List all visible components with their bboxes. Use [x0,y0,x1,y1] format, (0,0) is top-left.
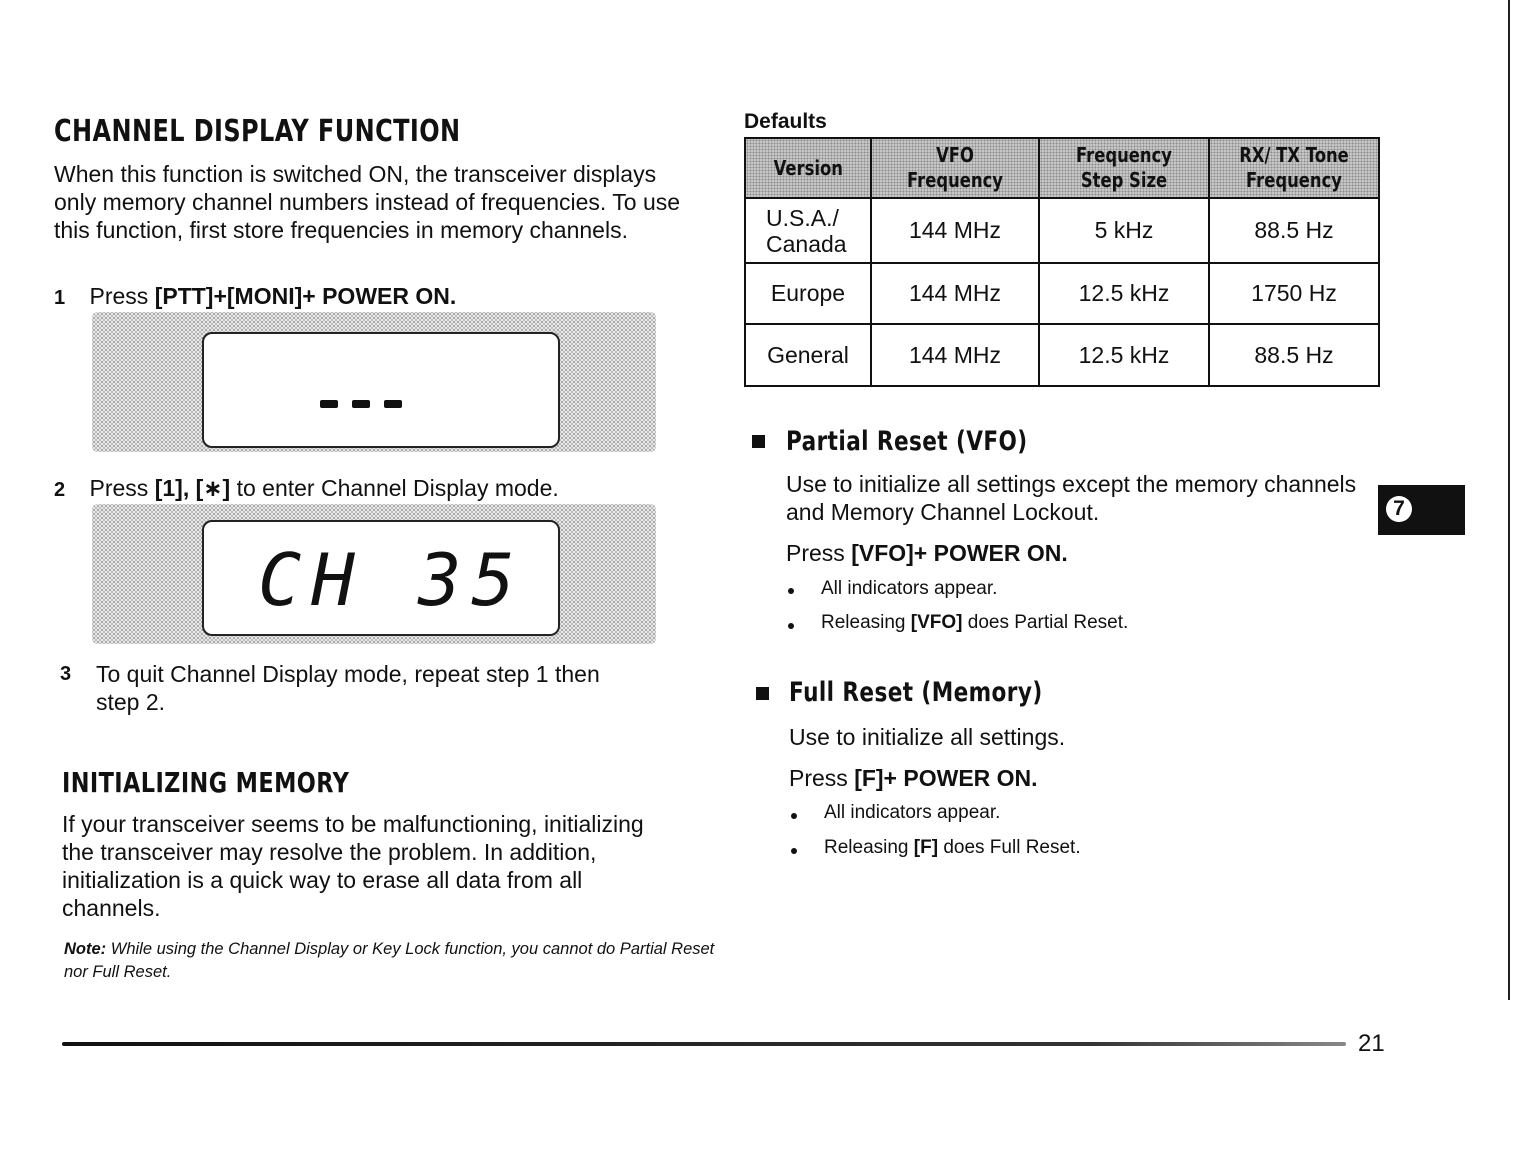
table-cell: Europe [745,263,871,324]
table-cell: 5 kHz [1039,198,1209,263]
lcd-display-1 [92,312,656,452]
square-bullet-icon [756,687,769,700]
full-reset-bullet-2 [824,836,1081,860]
dot-bullet-icon [791,848,797,854]
lcd-channel-readout: CH 35 [258,538,525,622]
chapter-number: 7 [1386,496,1412,522]
column-header-tone-frequency: RX/ TX Tone Frequency [1209,138,1379,198]
table-cell: 12.5 kHz [1039,263,1209,324]
section-title-channel-display: CHANNEL DISPLAY FUNCTION [54,114,461,149]
full-reset-bullet-1: All indicators appear. [824,802,1001,823]
table-cell: 88.5 Hz [1209,198,1379,263]
footer-rule [62,1042,1346,1046]
partial-reset-bullet-1: All indicators appear. [821,578,998,599]
lcd-screen-1 [202,332,560,448]
full-reset-press [789,764,1038,792]
note [64,938,724,984]
full-reset-bullet-2-post: does Full Reset. [943,837,1081,858]
channel-display-intro: When this function is switched ON, the transceiver displays only memory channel numbers instead of frequencies. To use this function, first store frequencies in memory channels. [54,161,681,243]
partial-reset-bullet-2-post: does Partial Reset. [967,612,1129,633]
step-1-keys: [PTT]+[MONI]+ POWER ON. [154,283,457,309]
table-row [745,198,1379,263]
full-reset-bullet-2-pre: Releasing [824,837,909,858]
column-header-version: Version [745,138,871,198]
table-cell: 88.5 Hz [1209,324,1379,386]
column-header-vfo-frequency: VFO Frequency [871,138,1039,198]
lcd-display-2 [92,504,656,644]
initializing-memory-text: If your transceiver seems to be malfunctioning, initializing the transceiver may resolve the problem. In addition, initialization is a quick way to erase all data from all channels. [62,811,644,921]
step-2-description: to enter Channel Display mode. [236,475,559,501]
partial-reset-title: Partial Reset (VFO) [786,426,1028,457]
table-cell: 12.5 kHz [1039,324,1209,386]
partial-reset-bullet-2-pre: Releasing [821,612,906,633]
section-title-initializing-memory: INITIALIZING MEMORY [62,766,350,799]
step-1-number: 1 [54,287,66,309]
full-reset-press-label: Press [789,765,848,791]
chapter-tab-marker [1378,485,1465,535]
note-text: While using the Channel Display or Key Lock function, you cannot do Partial Reset nor Full Reset. [64,940,715,981]
dot-bullet-icon [788,588,794,594]
step-2-keys: [1], [∗] [154,475,231,501]
step-1-label: Press [89,283,149,309]
table-row [745,263,1379,324]
step-1 [54,282,456,312]
table-header-row [745,138,1379,198]
step-3-number: 3 [60,663,72,685]
partial-reset-bullet-2 [821,611,1128,635]
defaults-table [744,137,1380,387]
square-bullet-icon [752,435,765,448]
step-2-number: 2 [54,479,66,501]
partial-reset-keys: [VFO]+ POWER ON. [851,540,1068,566]
lcd-screen-2 [202,520,560,636]
table-cell: General [745,324,871,386]
step-3-description: To quit Channel Display mode, repeat step 1 then step 2. [96,661,600,715]
full-reset-text: Use to initialize all settings. [789,724,1066,750]
table-cell: 144 MHz [871,263,1039,324]
page-number: 21 [1358,1030,1385,1057]
defaults-title: Defaults [744,110,827,133]
partial-reset-bullet-2-key: [VFO] [910,612,963,633]
dot-bullet-icon [788,623,794,629]
partial-reset-text: Use to initialize all settings except the memory channels and Memory Channel Lockout. [786,471,1357,525]
partial-reset-press-label: Press [786,540,845,566]
table-cell: U.S.A./ Canada [745,198,871,263]
step-3 [60,660,660,716]
page-edge-line [1508,0,1510,1000]
table-cell: 144 MHz [871,324,1039,386]
lcd-dash [320,400,338,408]
note-label: Note: [64,940,107,958]
lcd-dash [384,400,402,408]
table-row [745,324,1379,386]
table-cell: 144 MHz [871,198,1039,263]
lcd-dash [352,400,370,408]
full-reset-bullet-2-key: [F] [913,837,939,858]
column-header-step-size: Frequency Step Size [1039,138,1209,198]
dot-bullet-icon [791,813,797,819]
step-2 [54,474,559,504]
full-reset-title: Full Reset (Memory) [789,677,1043,708]
step-2-label: Press [89,475,149,501]
full-reset-keys: [F]+ POWER ON. [854,765,1038,791]
partial-reset-press [786,539,1068,567]
table-cell: 1750 Hz [1209,263,1379,324]
